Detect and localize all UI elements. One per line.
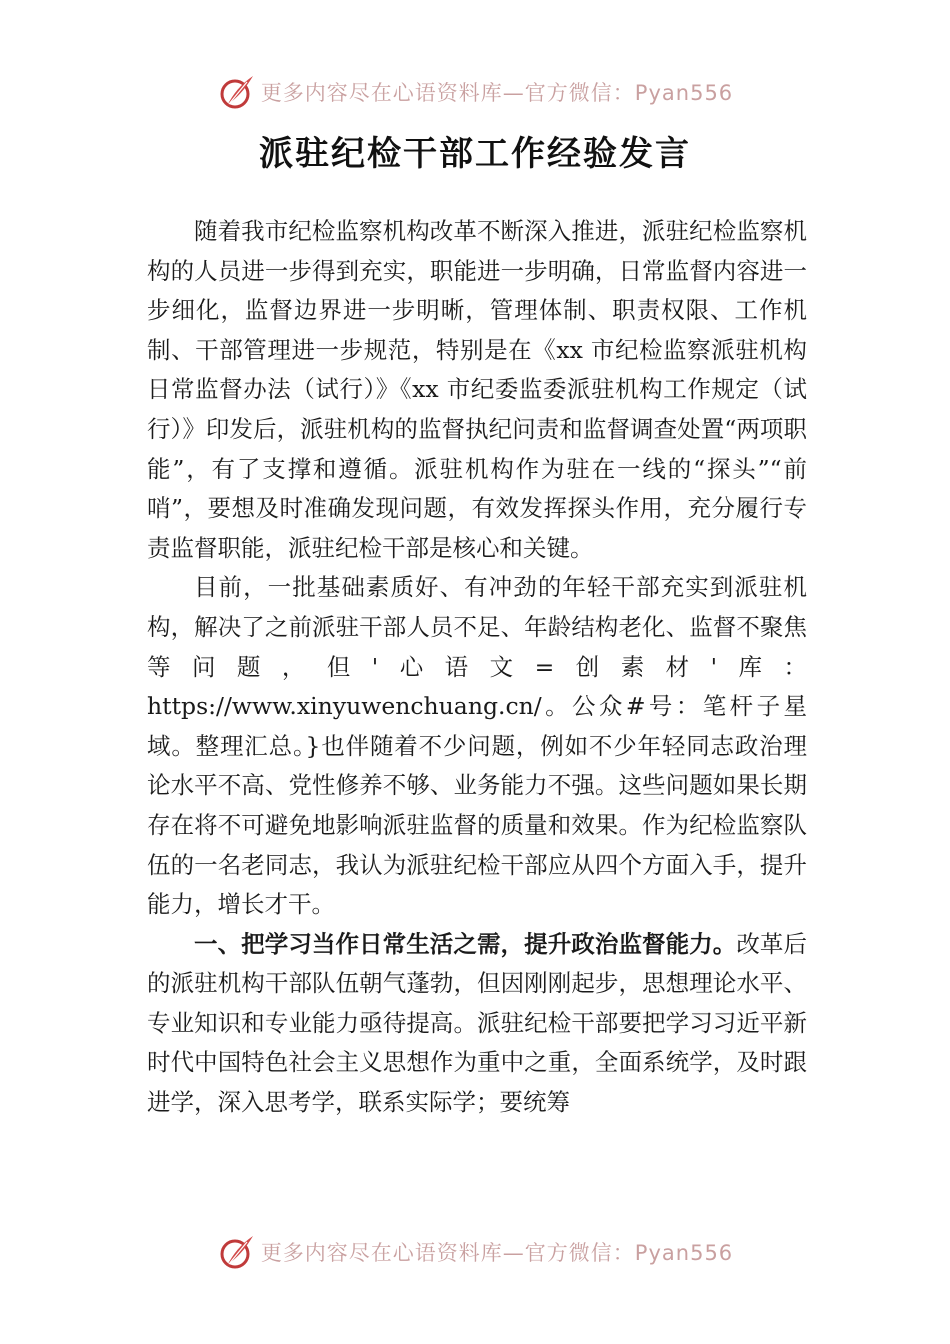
document-title: 派驻纪检干部工作经验发言 <box>259 134 691 174</box>
paragraph-3-text: 改革后的派驻机构干部队伍朝气蓬勃，但因刚刚起步，思想理论水平、专业知识和专业能力亟待提高。派驻纪检干部要把学习习近平新时代中国特色社会主义思想作为重中之重，全面系统学，及时跟进学，深入思考学，联系实际学；要统筹 <box>147 929 808 1117</box>
watermark-text: 更多内容尽在心语资料库—官方微信：Pyan556 <box>260 81 734 105</box>
paragraph-3 <box>147 925 807 1123</box>
paragraph-1: 随着我市纪检监察机构改革不断深入推进，派驻纪检监察机构的人员进一步得到充实，职能进一步明确，日常监督内容进一步细化，监督边界进一步明晰，管理体制、职责权限、工作机制、干部管理进一步规范，特别是在《xx 市纪检监察派驻机构日常监督办法（试行）》《xx 市纪委监委派驻机构工作规定（试行）》印发后，派驻机构的监督执纪问责和监督调查处置“两项职能”，有了支撑和遵循。派驻机构作为驻在一线的“探头”“前哨”，要想及时准确发现问题，有效发挥探头作用，充分履行专责监督职能，派驻纪检干部是核心和关键。 <box>147 217 807 562</box>
quill-feather-logo <box>217 72 257 112</box>
watermark-banner-top <box>0 72 950 112</box>
section-heading-1: 一、把学习当作日常生活之需，提升政治监督能力。 <box>194 929 737 958</box>
document-body <box>147 212 807 1123</box>
watermark-banner-bottom <box>0 1232 950 1272</box>
paragraph-2: 目前，一批基础素质好、有冲劲的年轻干部充实到派驻机构，解决了之前派驻干部人员不足、年龄结构老化、监督不聚焦等问题，但'心语文=创素材'库：https://www.xinyuwenchuang.cn/。公众#号：笔杆子星域。整理汇总。}也伴随着不少问题，例如不少年轻同志政治理论水平不高、党性修养不够、业务能力不强。这些问题如果长期存在将不可避免地影响派驻监督的质量和效果。作为纪检监察队伍的一名老同志，我认为派驻纪检干部应从四个方面入手，提升能力，增长才干。 <box>147 573 807 919</box>
watermark-text-bottom: 更多内容尽在心语资料库—官方微信：Pyan556 <box>260 1241 734 1265</box>
quill-feather-logo <box>217 1232 257 1272</box>
